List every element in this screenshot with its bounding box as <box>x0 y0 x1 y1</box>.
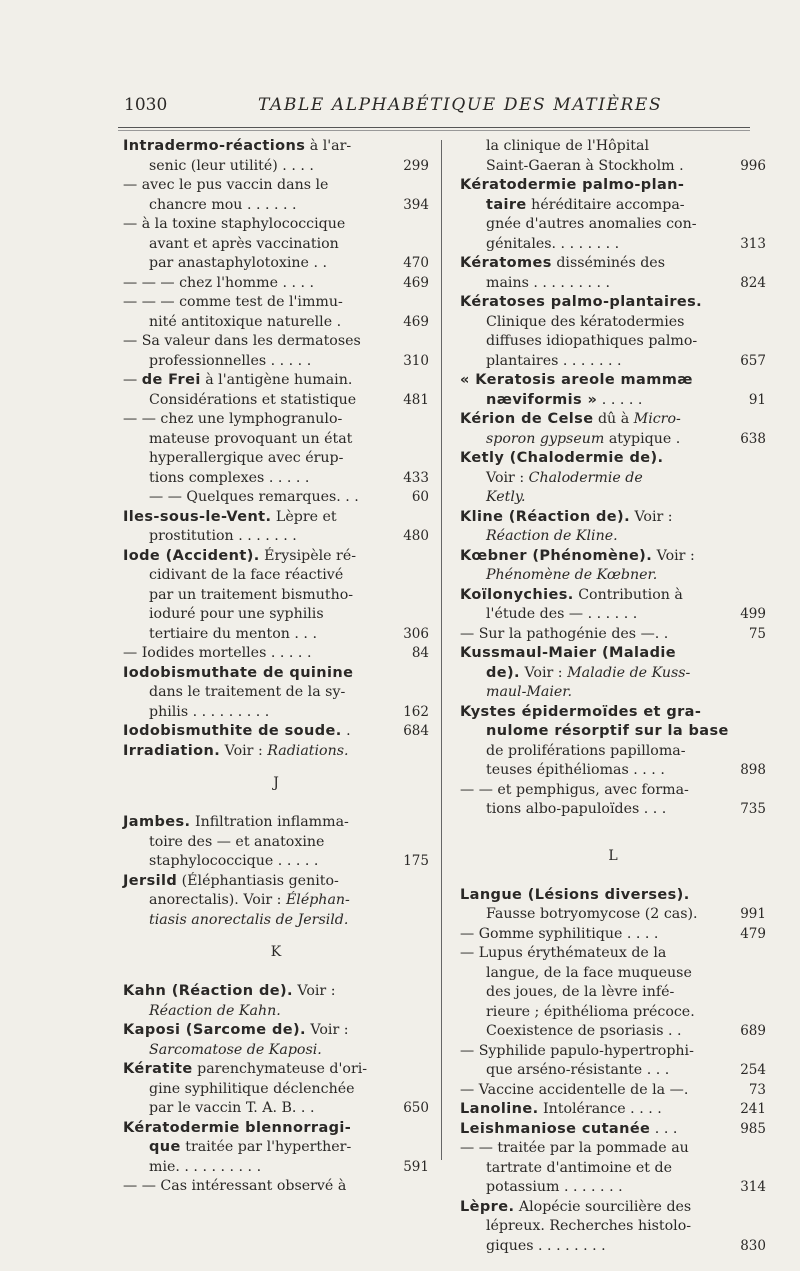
entry-subheading: de Frei <box>141 372 201 388</box>
entry-text: . . . . . <box>597 391 643 408</box>
entry-text: — — chez une lymphogranulo- <box>123 411 343 427</box>
cross-reference: Éléphan- <box>285 892 350 908</box>
page-ref: 313 <box>740 235 766 252</box>
page-ref: 481 <box>403 391 429 408</box>
entry-text: — — Quelques remarques. . . <box>149 489 359 505</box>
entry-lepre <box>460 1198 766 1257</box>
page-ref: 306 <box>403 625 429 642</box>
entry-text: Infiltration inflamma- <box>190 814 349 830</box>
entry-heading: Kahn (Réaction de). <box>123 983 293 999</box>
cross-reference: Réaction de Kline. <box>486 528 618 544</box>
entry-text: Voir : <box>486 469 529 486</box>
entry-text: tions albo-papuloïdes . . . <box>486 801 667 817</box>
cross-reference: Réaction de Kahn. <box>149 1002 281 1019</box>
page-ref: 469 <box>403 313 429 330</box>
entry-text: — Sur la pathogénie des —. . <box>460 625 669 642</box>
entry-heading: Intradermo-réactions <box>123 138 306 154</box>
entry-text: l'étude des — . . . . . . <box>486 606 638 622</box>
page-ref: 824 <box>740 274 766 291</box>
entry-heading: Kœbner (Phénomène). <box>460 547 653 564</box>
entry-text: — — et pemphigus, avec forma- <box>460 781 689 798</box>
entry-text: Contribution à <box>573 586 683 603</box>
entry-text: professionnelles . . . . . <box>149 352 312 369</box>
column-divider <box>441 140 442 1160</box>
section-letter-j: J <box>273 775 279 791</box>
entry-heading: « Keratosis areole mammæ <box>460 372 693 388</box>
entry-text: traitée par l'hyperther- <box>180 1139 352 1155</box>
page-number: 1030 <box>124 95 168 115</box>
page-ref: 162 <box>403 703 429 720</box>
entry-intradermo <box>123 137 429 508</box>
left-column <box>123 137 429 1197</box>
entry-heading: Iodobismuthate de quinine <box>123 664 354 681</box>
entry-keratosis <box>460 371 766 410</box>
entry-text: chancre mou . . . . . . <box>149 196 297 213</box>
entry-heading: Jambes. <box>123 814 191 830</box>
entry-text: — avec le pus vaccin dans le <box>123 177 329 193</box>
entry-heading: Iodobismuthite de soude. <box>123 723 342 739</box>
entry-text: Clinique des kératodermies <box>486 313 685 330</box>
page-ref: 433 <box>403 469 429 486</box>
entry-heading: que <box>149 1139 181 1155</box>
entry-keratoses <box>460 293 766 371</box>
entry-text: mie. . . . . . . . . . <box>149 1158 262 1175</box>
cross-reference: Phénomène de Kœbner. <box>486 567 658 583</box>
entry-text: (Éléphantiasis genito- <box>177 872 339 889</box>
entry-text: — <box>123 372 142 388</box>
entry-heading: Kératomes <box>460 255 552 271</box>
entry-text: . . . <box>650 1120 678 1137</box>
entry-text: la clinique de l'Hôpital <box>486 138 649 154</box>
entry-heading: taire <box>486 196 527 213</box>
entry-heading: Kératodermie palmo-plan- <box>460 177 685 193</box>
entry-kline <box>460 508 766 547</box>
entry-heading: Kline (Réaction de). <box>460 508 630 525</box>
entry-text: — Gomme syphilitique . . . . <box>460 925 659 942</box>
entry-text: ioduré pour une syphilis <box>149 606 324 622</box>
entry-text: — — — chez l'homme . . . . <box>123 274 315 291</box>
entry-text: Intolérance . . . . <box>538 1101 662 1117</box>
page-ref: 591 <box>403 1158 429 1175</box>
entry-text: Voir : <box>652 547 695 564</box>
cross-reference: Sarcomatose de Kaposi. <box>149 1041 322 1058</box>
entry-text: parenchymateuse d'ori- <box>192 1061 368 1077</box>
page-ref: 479 <box>740 925 766 942</box>
entry-text: avant et après vaccination <box>149 235 339 252</box>
entry-text: mateuse provoquant un état <box>149 430 353 447</box>
entry-kussmaul <box>460 644 766 703</box>
entry-kahn <box>123 982 429 1021</box>
page-ref: 638 <box>740 430 766 447</box>
entry-text: rieure ; épithélioma précoce. <box>486 1003 695 1020</box>
page-ref: 480 <box>403 528 429 544</box>
entry-heading: Lanoline. <box>460 1101 539 1117</box>
entry-keratodermie-palmo <box>460 176 766 254</box>
entry-text: — — — comme test de l'immu- <box>123 294 343 310</box>
entry-text: mains . . . . . . . . . <box>486 274 611 291</box>
entry-text: Alopécie sourcilière des <box>514 1198 692 1215</box>
page-ref: 175 <box>403 853 429 869</box>
header-rule-secondary <box>118 130 750 131</box>
entry-text: staphylococcique . . . . . <box>149 853 319 869</box>
entry-text: Lèpre et <box>271 508 337 525</box>
entry-text: langue, de la face muqueuse <box>486 964 692 981</box>
page-ref: 996 <box>740 157 766 174</box>
entry-text: — Syphilide papulo-hypertrophi- <box>460 1042 694 1059</box>
entry-iodobismuthate <box>123 664 429 723</box>
page-ref: 75 <box>748 625 766 642</box>
page-ref: 91 <box>748 391 766 408</box>
running-title: TABLE ALPHABÉTIQUE DES MATIÈRES <box>258 95 663 115</box>
cross-reference: Chalodermie de <box>528 469 643 486</box>
entry-koilonychies <box>460 586 766 645</box>
entry-text: disséminés des <box>551 255 665 271</box>
page-ref: 689 <box>740 1023 766 1039</box>
entry-text: tartrate d'antimoine et de <box>486 1159 672 1176</box>
entry-heading: Lèpre. <box>460 1198 515 1215</box>
entry-heading: næviformis » <box>486 391 598 408</box>
entry-text: par le vaccin T. A. B. . . <box>149 1100 315 1116</box>
entry-heading: Irradiation. <box>123 742 221 759</box>
page-ref: 684 <box>403 723 429 739</box>
entry-jersild <box>123 872 429 931</box>
entry-text: Voir : <box>305 1022 349 1038</box>
entry-text: — Vaccine accidentelle de la —. <box>460 1081 689 1098</box>
entry-text: lépreux. Recherches histolo- <box>486 1218 692 1234</box>
entry-text: — Iodides mortelles . . . . . <box>123 645 312 661</box>
entry-text: Coexistence de psoriasis . . <box>486 1023 682 1039</box>
page-ref: 830 <box>740 1237 766 1254</box>
entry-text: nité antitoxique naturelle . <box>149 313 342 330</box>
section-letter-l: L <box>608 847 618 864</box>
entry-text: à l'antigène humain. <box>200 372 353 388</box>
entry-heading: Kératodermie blennorragi- <box>123 1119 352 1136</box>
entry-keratite <box>123 1060 429 1119</box>
entry-text: toire des — et anatoxine <box>149 833 325 850</box>
entry-text: sporon gypseum <box>486 430 605 447</box>
entry-kaposi <box>123 1021 429 1060</box>
entry-text: cidivant de la face réactivé <box>149 567 344 583</box>
entry-heading: Iles-sous-le-Vent. <box>123 508 272 525</box>
entry-text: tions complexes . . . . . <box>149 469 310 486</box>
cross-reference: tiasis anorectalis de Jersild. <box>149 911 349 928</box>
entry-text: Micro- <box>633 411 681 427</box>
page-ref: 314 <box>740 1179 766 1195</box>
entry-text: des joues, de la lèvre infé- <box>486 984 675 1000</box>
entry-text: — Sa valeur dans les dermatoses <box>123 333 361 349</box>
entry-text: Saint-Gaeran à Stockholm . <box>486 157 684 174</box>
page-ref: 650 <box>403 1100 429 1116</box>
entry-kystes <box>460 703 766 820</box>
entry-text: dans le traitement de la sy- <box>149 684 346 700</box>
entry-text: génitales. . . . . . . . <box>486 235 620 252</box>
entry-text: tertiaire du menton . . . <box>149 625 317 642</box>
page-ref: 898 <box>740 762 766 778</box>
right-column <box>460 137 766 1256</box>
entry-text: de proliférations papilloma- <box>486 742 686 759</box>
entry-text: prostitution . . . . . . . <box>149 528 297 544</box>
entry-text: — à la toxine staphylococcique <box>123 216 346 232</box>
entry-text: anorectalis). Voir : <box>149 892 286 908</box>
entry-text: Voir : <box>292 983 336 999</box>
entry-heading: Kérion de Celse <box>460 411 594 427</box>
entry-continuation <box>460 137 766 176</box>
entry-heading: Koïlonychies. <box>460 586 574 603</box>
entry-text: hyperallergique avec érup- <box>149 450 344 466</box>
entry-iles <box>123 508 429 547</box>
entry-heading: Kaposi (Sarcome de). <box>123 1022 306 1038</box>
entry-text: plantaires . . . . . . . <box>486 352 622 369</box>
entry-lanoline <box>460 1100 766 1120</box>
entry-text: Érysipèle ré- <box>259 547 357 564</box>
entry-langue <box>460 886 766 1101</box>
entry-ketly <box>460 449 766 508</box>
section-letter-k: K <box>270 944 282 960</box>
cross-reference: Ketly. <box>486 489 526 505</box>
entry-heading: Langue (Lésions diverses). <box>460 886 690 903</box>
page-ref: 735 <box>740 801 766 817</box>
header-rule <box>118 127 750 128</box>
entry-text: teuses épithéliomas . . . . <box>486 762 665 778</box>
entry-text: par un traitement bismutho- <box>149 586 354 603</box>
entry-text: — — traitée par la pommade au <box>460 1140 689 1156</box>
page-ref: 84 <box>411 645 429 661</box>
page-ref: 394 <box>403 196 429 213</box>
entry-text: gnée d'autres anomalies con- <box>486 216 697 232</box>
entry-text: — Lupus érythémateux de la <box>460 945 667 961</box>
page-ref: 254 <box>740 1062 766 1078</box>
entry-iode <box>123 547 429 664</box>
entry-text: dû à <box>593 411 634 427</box>
cross-reference: Maladie de Kuss- <box>567 664 691 681</box>
entry-heading: Kystes épidermoïdes et gra- <box>460 703 702 720</box>
entry-koebner <box>460 547 766 586</box>
entry-text: philis . . . . . . . . . <box>149 703 270 720</box>
entry-text: par anastaphylotoxine . . <box>149 255 327 271</box>
page-ref: 991 <box>740 906 766 922</box>
entry-text: Voir : <box>519 664 568 681</box>
page-ref: 985 <box>740 1120 766 1137</box>
entry-heading: Jersild <box>123 872 178 889</box>
entry-text: Considérations et statistique <box>149 391 357 408</box>
entry-text: à l'ar- <box>305 138 352 154</box>
entry-heading: Leishmaniose cutanée <box>460 1120 651 1137</box>
entry-text: gine syphilitique déclenchée <box>149 1080 355 1097</box>
entry-text: — — Cas intéressant observé à <box>123 1178 347 1194</box>
entry-keratodermie <box>123 1119 429 1197</box>
entry-keratomes <box>460 254 766 293</box>
page-ref: 657 <box>740 352 766 369</box>
entry-text: Voir : <box>220 742 268 759</box>
entry-heading: Kératite <box>123 1061 193 1077</box>
entry-kerion <box>460 410 766 449</box>
page-ref: 469 <box>403 274 429 291</box>
cross-reference: maul-Maier. <box>486 684 573 700</box>
entry-heading: Kussmaul-Maier (Maladie <box>460 645 676 661</box>
entry-text: Voir : <box>629 508 673 525</box>
entry-text: potassium . . . . . . . <box>486 1179 623 1195</box>
entry-iodobismuthite <box>123 722 429 742</box>
entry-text: que arséno-résistante . . . <box>486 1062 670 1078</box>
entry-heading: Kératoses palmo-plantaires. <box>460 294 703 310</box>
entry-leishmaniose <box>460 1120 766 1198</box>
page-ref: 499 <box>740 606 766 622</box>
page-header <box>0 95 800 125</box>
entry-text: Fausse botryomycose (2 cas). <box>486 906 698 922</box>
page-ref: 241 <box>740 1101 766 1117</box>
entry-text: . <box>341 723 351 739</box>
entry-text: diffuses idiopathiques palmo- <box>486 333 698 349</box>
page-ref: 73 <box>748 1081 766 1098</box>
entry-heading: Ketly (Chalodermie de). <box>460 450 664 466</box>
entry-jambes <box>123 813 429 872</box>
entry-heading: de). <box>486 664 520 681</box>
entry-text: atypique . <box>604 430 681 447</box>
entry-text: giques . . . . . . . . <box>486 1237 606 1254</box>
entry-text: héréditaire accompa- <box>526 196 685 213</box>
entry-heading: nulome résorptif sur la base <box>486 723 729 739</box>
entry-text: senic (leur utilité) . . . . <box>149 157 314 174</box>
page-ref: 310 <box>403 352 429 369</box>
page-ref: 299 <box>403 157 429 174</box>
entry-heading: Iode (Accident). <box>123 547 260 564</box>
page-ref: 60 <box>411 489 429 505</box>
cross-reference: Radiations. <box>267 742 349 759</box>
page-ref: 470 <box>403 255 429 271</box>
entry-irradiation <box>123 742 429 762</box>
